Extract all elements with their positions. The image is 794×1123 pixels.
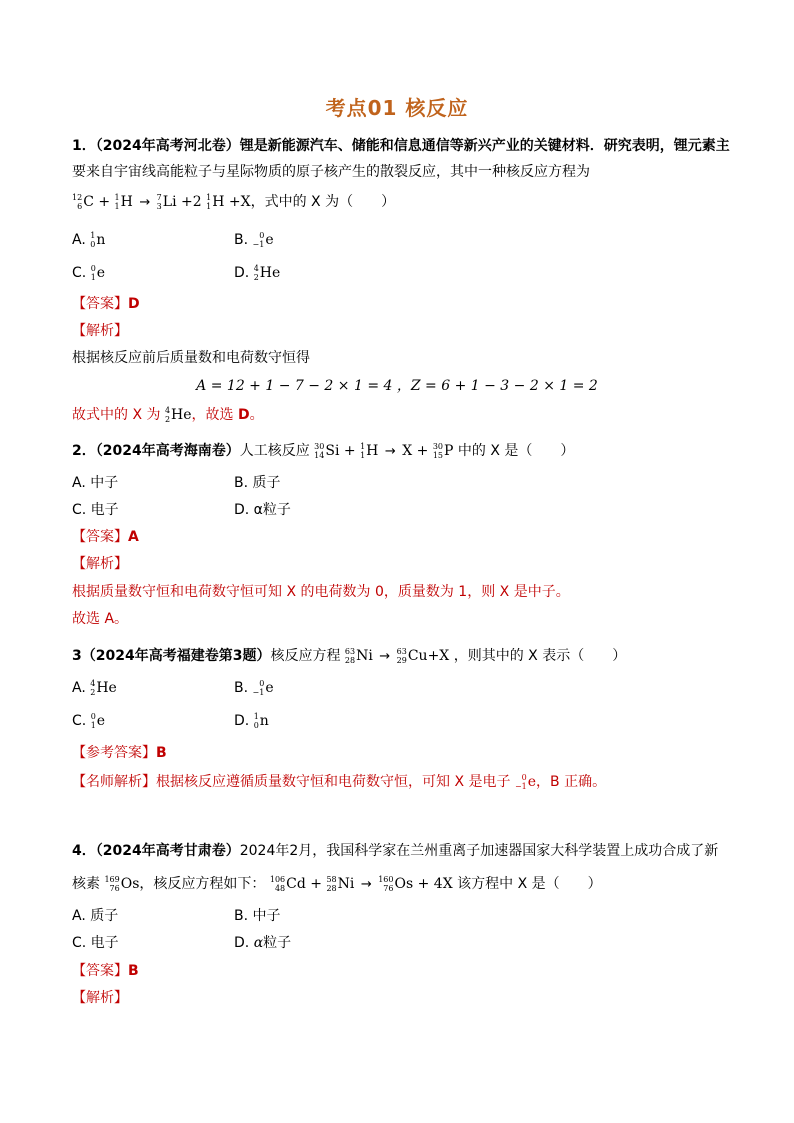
nuclide: 1 1 H	[114, 193, 133, 211]
arrow-icon: →	[360, 877, 372, 892]
arrow-icon: →	[379, 649, 391, 664]
q1-option-a[interactable]: A. 1 0 n	[72, 231, 106, 249]
q3-option-c[interactable]: C. 0 1 e	[72, 712, 106, 730]
q4-option-c[interactable]: C. 电子	[72, 935, 119, 951]
q1-answer: 【答案】D	[72, 296, 140, 312]
q3-answer: 【参考答案】B	[72, 745, 167, 761]
arrow-icon: →	[139, 195, 151, 210]
q2-analysis-label: 【解析】	[72, 556, 128, 572]
q2-analysis-text: 根据质量数守恒和电荷数守恒可知 X 的电荷数为 0，质量数为 1，则 X 是中子。	[72, 584, 570, 600]
q1-analysis-equation: A = 12 + 1 − 7 − 2 × 1 = 4 ，Z = 6 + 1 − 3 − 2 × 1 = 2	[196, 378, 598, 394]
nuclide: 7 3 Li	[156, 193, 177, 211]
q4-option-b[interactable]: B. 中子	[234, 908, 281, 924]
q4-option-a[interactable]: A. 质子	[72, 908, 119, 924]
q1-analysis-conclusion: 故式中的 X 为 4 2 He ，故选 D。	[72, 406, 264, 424]
page-title: 考点01 核反应	[325, 96, 469, 120]
nuclide: 12 6 C	[72, 193, 94, 211]
q1-option-b[interactable]: B. 0 −1 e	[234, 231, 274, 249]
q1-equation: 12 6 C + 1 1 H → 7 3 Li +2 1 1 H +X，式中的 X 为（ ）	[72, 193, 396, 211]
q2-option-c[interactable]: C. 电子	[72, 502, 119, 518]
q1-line2: 要来自宇宙线高能粒子与星际物质的原子核产生的散裂反应，其中一种核反应方程为	[72, 164, 590, 180]
q2-option-b[interactable]: B. 质子	[234, 475, 281, 491]
q3-line1: 3（2024年高考福建卷第3题）核反应方程 63 28 Ni → 63 29 Cu +X ，则其中的 X 表示（ ）	[72, 647, 627, 665]
q1-option-c[interactable]: C. 0 1 e	[72, 264, 106, 282]
q3-analysis: 【名师解析】根据核反应遵循质量数守恒和电荷数守恒，可知 X 是电子 0 −1 e ，B 正确。	[72, 773, 607, 791]
q2-answer: 【答案】A	[72, 529, 139, 545]
q1-option-d[interactable]: D. 4 2 He	[234, 264, 281, 282]
nuclide: 1 1 H	[206, 193, 225, 211]
q3-option-d[interactable]: D. 1 0 n	[234, 712, 269, 730]
q4-option-d[interactable]: D. α粒子	[234, 935, 292, 951]
q2-option-d[interactable]: D. α粒子	[234, 502, 291, 518]
q3-option-a[interactable]: A. 4 2 He	[72, 679, 117, 697]
q4-answer: 【答案】B	[72, 963, 139, 979]
q1-line1: 1．（2024年高考河北卷）锂是新能源汽车、储能和信息通信等新兴产业的关键材料．研究表明，锂元素主	[72, 138, 730, 154]
q2-line1: 2．（2024年高考海南卷）人工核反应 30 14 Si + 1 1 H → X + 30 15 P 中的 X 是（ ）	[72, 442, 575, 460]
q3-option-b[interactable]: B. 0 −1 e	[234, 679, 274, 697]
q4-line2: 核素 169 76 Os ，核反应方程如下： 106 48 Cd + 58 28 Ni → 160 76 Os + 4X 该方程中 X 是（ ）	[72, 875, 602, 893]
q2-analysis-conclusion: 故选 A。	[72, 611, 129, 627]
q4-analysis-label: 【解析】	[72, 990, 128, 1006]
q4-line1: 4．（2024年高考甘肃卷）2024年2月，我国科学家在兰州重离子加速器国家大科学装置上成功合成了新	[72, 843, 719, 859]
q1-analysis-text: 根据核反应前后质量数和电荷数守恒得	[72, 350, 310, 366]
q2-option-a[interactable]: A. 中子	[72, 475, 119, 491]
q1-analysis-label: 【解析】	[72, 323, 128, 339]
arrow-icon: →	[384, 444, 396, 459]
